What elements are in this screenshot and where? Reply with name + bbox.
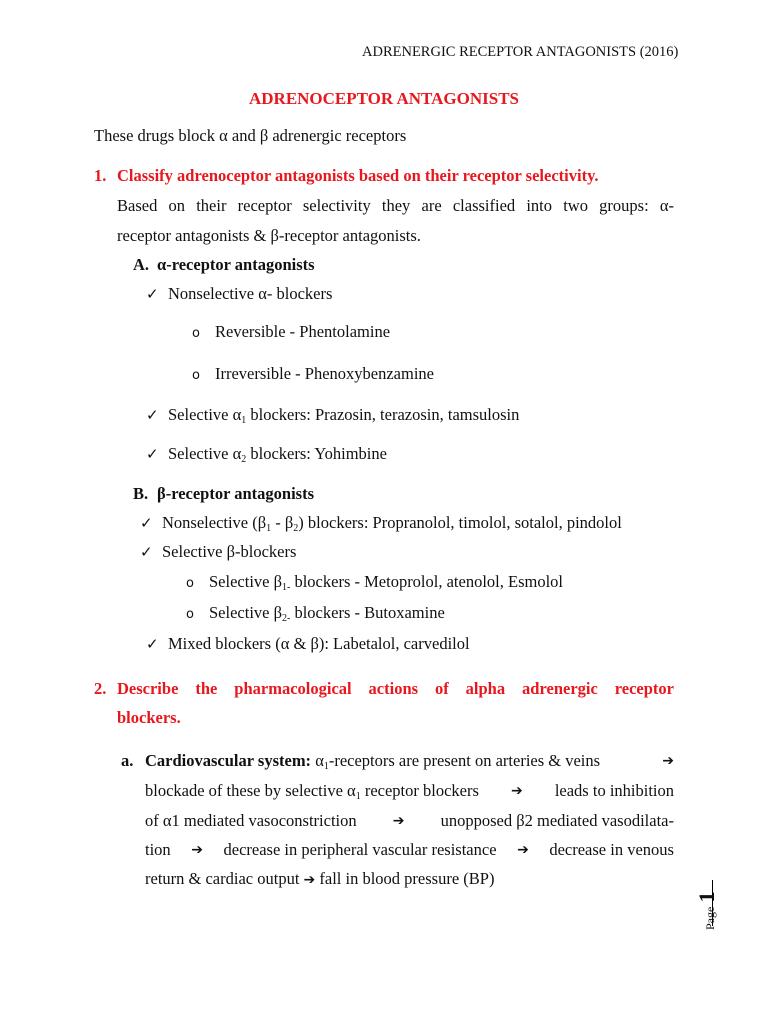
arrow-right-icon: ➔	[511, 783, 523, 799]
list-item: Selective β-blockers	[162, 542, 297, 561]
page-number: 1	[694, 891, 719, 903]
item-a-line3: of α1 mediated vasoconstriction ➔ unopposed β2 mediated vasodilata-	[145, 811, 674, 830]
section-b-label: B.	[133, 484, 149, 503]
arrow-right-icon: ➔	[392, 813, 405, 829]
list-item: Selective $\beta_{2-}$ blockers - Butoxamine	[209, 603, 445, 624]
arrow-right-icon: ➔	[662, 753, 674, 769]
list-item: Irreversible - Phenoxybenzamine	[215, 364, 434, 383]
arrow-right-icon: ➔	[191, 842, 203, 858]
section-b-heading: β-receptor antagonists	[157, 484, 315, 503]
q1-paragraph-line1: Based on their receptor selectivity they are classified into two groups: α-	[117, 196, 674, 215]
bullet-icon: o	[192, 368, 200, 383]
item-a-line5: return & cardiac output ➔ fall in blood pressure (BP)	[145, 869, 495, 888]
q1-number: 1.	[94, 166, 107, 185]
item-a-line2: blockade of these by selective $\alpha_1$ receptor blockers ➔ leads to inhibition	[145, 781, 674, 802]
arrow-right-icon: ➔	[517, 842, 529, 858]
q1-paragraph-line2: receptor antagonists & β-receptor antagonists.	[117, 226, 421, 245]
list-item: Nonselective $(\beta_1 - \beta_2)$ blockers: Propranolol, timolol, sotalol, pindolol	[162, 513, 622, 534]
check-icon: ✓	[140, 543, 153, 561]
list-item: Selective $\alpha_1$ blockers: Prazosin, terazosin, tamsulosin	[168, 405, 520, 426]
list-item: Selective $\beta_{1-}$ blockers - Metoprolol, atenolol, Esmolol	[209, 572, 564, 593]
list-item: Nonselective α- blockers	[168, 284, 333, 303]
section-a-label: A.	[133, 255, 150, 274]
q2-text-line2: blockers.	[117, 708, 181, 727]
bullet-icon: o	[186, 607, 194, 622]
check-icon: ✓	[146, 635, 159, 653]
q2-text-line1: Describe the pharmacological actions of alpha adrenergic receptor	[117, 679, 674, 698]
list-item: Reversible - Phentolamine	[215, 322, 391, 341]
page-footer	[694, 884, 740, 930]
q1-text: Classify adrenoceptor antagonists based on their receptor selectivity.	[117, 166, 599, 185]
arrow-right-icon: ➔	[303, 872, 316, 888]
page-title: ADRENOCEPTOR ANTAGONISTS	[248, 89, 519, 108]
bullet-icon: o	[192, 326, 200, 341]
list-item: Selective $\alpha_2$ blockers: Yohimbine	[168, 444, 387, 465]
intro-text: These drugs block α and β adrenergic receptors	[94, 126, 407, 145]
check-icon: ✓	[146, 406, 159, 424]
item-a-line1: Cardiovascular system: $\alpha_1$-receptors are present on arteries & veins ➔	[145, 751, 674, 772]
check-icon: ✓	[140, 514, 153, 532]
check-icon: ✓	[146, 445, 159, 463]
item-a-line4: tion ➔ decrease in peripheral vascular resistance ➔ decrease in venous	[145, 840, 674, 859]
q2-number: 2.	[94, 679, 107, 698]
running-header: ADRENERGIC RECEPTOR ANTAGONISTS (2016)	[362, 44, 679, 60]
bullet-icon: o	[186, 576, 194, 591]
section-a-heading: α-receptor antagonists	[157, 255, 315, 274]
item-a-heading: Cardiovascular system:	[145, 751, 312, 770]
page-footer-label: Page	[703, 906, 717, 930]
list-item: Mixed blockers (α & β): Labetalol, carvedilol	[168, 634, 470, 653]
item-a-label: a.	[121, 751, 134, 770]
check-icon: ✓	[146, 285, 159, 303]
